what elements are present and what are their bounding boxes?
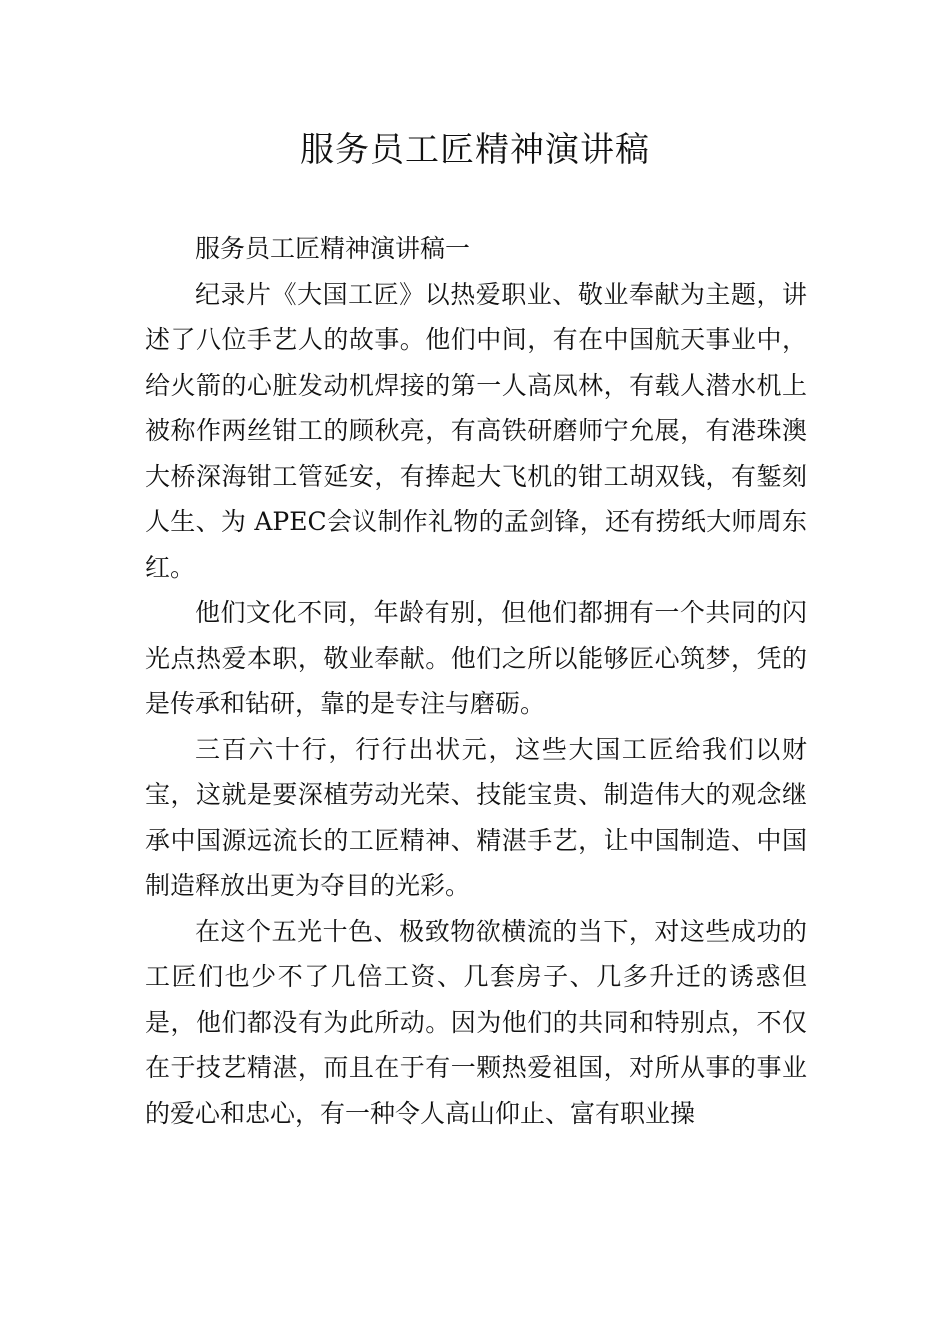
paragraph: 纪录片《大国工匠》以热爱职业、敬业奉献为主题，讲述了八位手艺人的故事。他们中间，有在中国航天事业中，给火箭的心脏发动机焊接的第一人高凤林，有载人潜水机上被称作两丝钳工的顾秋亮，有高铁研磨师宁允展，有港珠澳大桥深海钳工管延安，有捧起大飞机的钳工胡双钱，有錾刻人生、为 APEC会议制作礼物的孟剑锋，还有捞纸大师周东红。 bbox=[145, 279, 807, 582]
paragraph: 在这个五光十色、极致物欲横流的当下，对这些成功的工匠们也少不了几倍工资、几套房子、几多升迁的诱惑但是，他们都没有为此所动。因为他们的共同和特别点，不仅在于技艺精湛，而且在于有一颗热爱祖国，对所从事的事业的爱心和忠心，有一种令人高山仰止、富有职业操 bbox=[145, 916, 807, 1128]
document-body bbox=[145, 226, 807, 1136]
paragraph-subtitle: 服务员工匠精神演讲稿一 bbox=[195, 234, 471, 263]
paragraph: 三百六十行，行行出状元，这些大国工匠给我们以财宝，这就是要深植劳动光荣、技能宝贵、制造伟大的观念继承中国源远流长的工匠精神、精湛手艺，让中国制造、中国制造释放出更为夺目的光彩。 bbox=[145, 734, 807, 900]
document-title: 服务员工匠精神演讲稿 bbox=[300, 130, 650, 170]
paragraph: 他们文化不同，年龄有别，但他们都拥有一个共同的闪光点热爱本职，敬业奉献。他们之所以能够匠心筑梦，凭的是传承和钻研，靠的是专注与磨砺。 bbox=[145, 598, 807, 718]
